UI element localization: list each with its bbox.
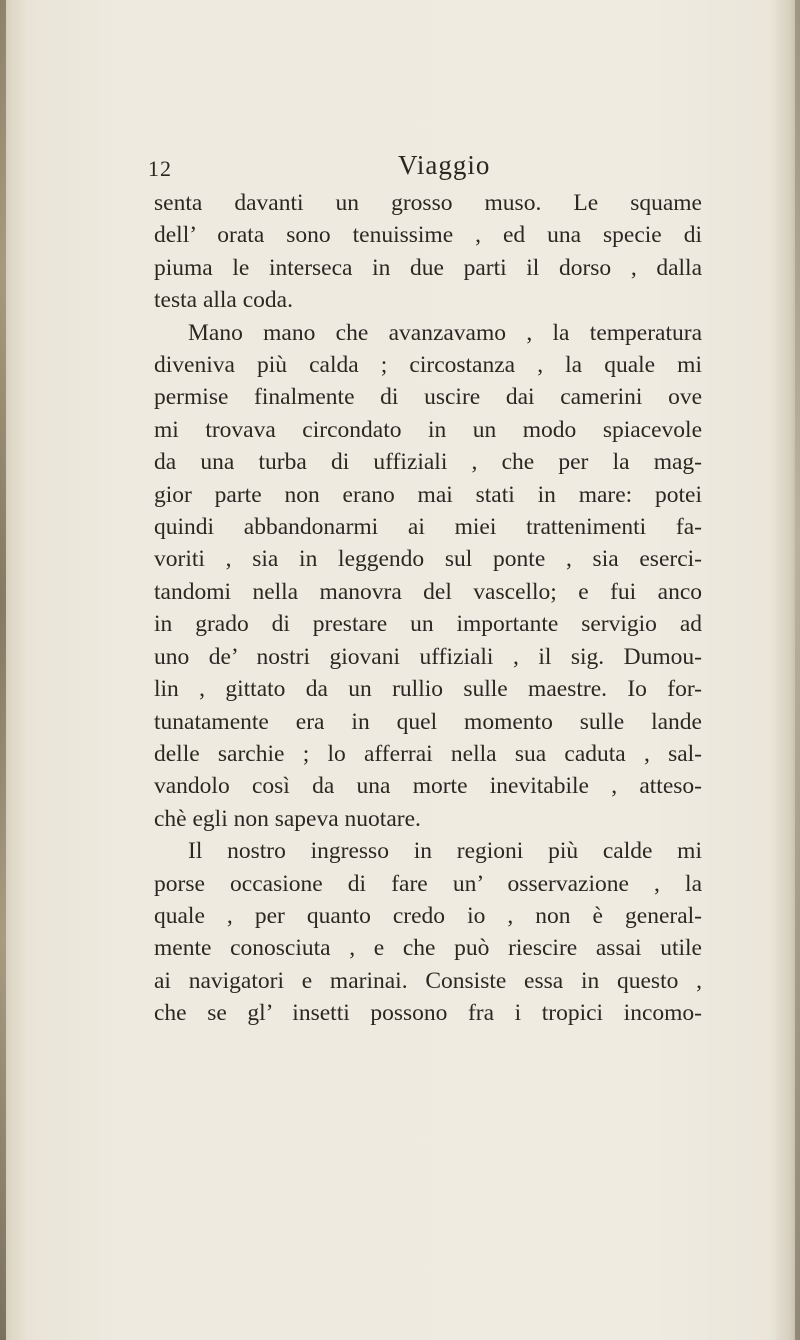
text-line: voriti , sia in leggendo sul ponte , sia eserci- <box>154 546 702 573</box>
text-line: testa alla coda. <box>154 287 293 314</box>
binding-edge <box>0 0 6 1340</box>
text-line: mi trovava circondato in un modo spiacevole <box>154 416 702 443</box>
text-line: mente conosciuta , e che può riescire assai utile <box>154 935 702 962</box>
text-line: lin , gittato da un rullio sulle maestre. Io for- <box>154 676 702 703</box>
text-line: porse occasione di fare un’ osservazione , la <box>154 870 702 897</box>
text-line: delle sarchie ; lo afferrai nella sua caduta , sal- <box>154 740 702 767</box>
text-line: chè egli non sapeva nuotare. <box>154 805 421 832</box>
text-line: quale , per quanto credo io , non è general- <box>154 902 702 929</box>
text-line: permise finalmente di uscire dai camerini ove <box>154 384 702 411</box>
text-line: piuma le interseca in due parti il dorso , dalla <box>154 254 702 281</box>
text-line: Mano mano che avanzavamo , la temperatura <box>188 319 702 346</box>
text-line: ai navigatori e marinai. Consiste essa in questo , <box>154 967 702 994</box>
text-line: tandomi nella manovra del vascello; e fui anco <box>154 578 702 605</box>
page-edge <box>795 0 800 1340</box>
text-line: diveniva più calda ; circostanza , la quale mi <box>154 352 702 379</box>
text-line: uno de’ nostri giovani uffiziali , il sig. Dumou- <box>154 643 702 670</box>
text-line: in grado di prestare un importante servigio ad <box>154 611 702 638</box>
text-line: senta davanti un grosso muso. Le squame <box>154 190 702 216</box>
text-line: gior parte non erano mai stati in mare: potei <box>154 481 702 508</box>
text-line: quindi abbandonarmi ai miei trattenimenti fa- <box>154 514 702 541</box>
text-line: vandolo così da una morte inevitabile , atteso- <box>154 773 702 800</box>
page-header <box>148 150 708 184</box>
text-line: Il nostro ingresso in regioni più calde mi <box>188 838 702 865</box>
running-head: Viaggio <box>398 150 491 180</box>
page-number: 12 <box>148 156 172 181</box>
text-line: da una turba di uffiziali , che per la mag- <box>154 449 702 476</box>
text-line: tunatamente era in quel momento sulle lande <box>154 708 702 735</box>
text-line: che se gl’ insetti possono fra i tropici incomo- <box>154 1000 702 1027</box>
body-text <box>154 187 702 1030</box>
text-line: dell’ orata sono tenuissime , ed una specie di <box>154 222 702 249</box>
